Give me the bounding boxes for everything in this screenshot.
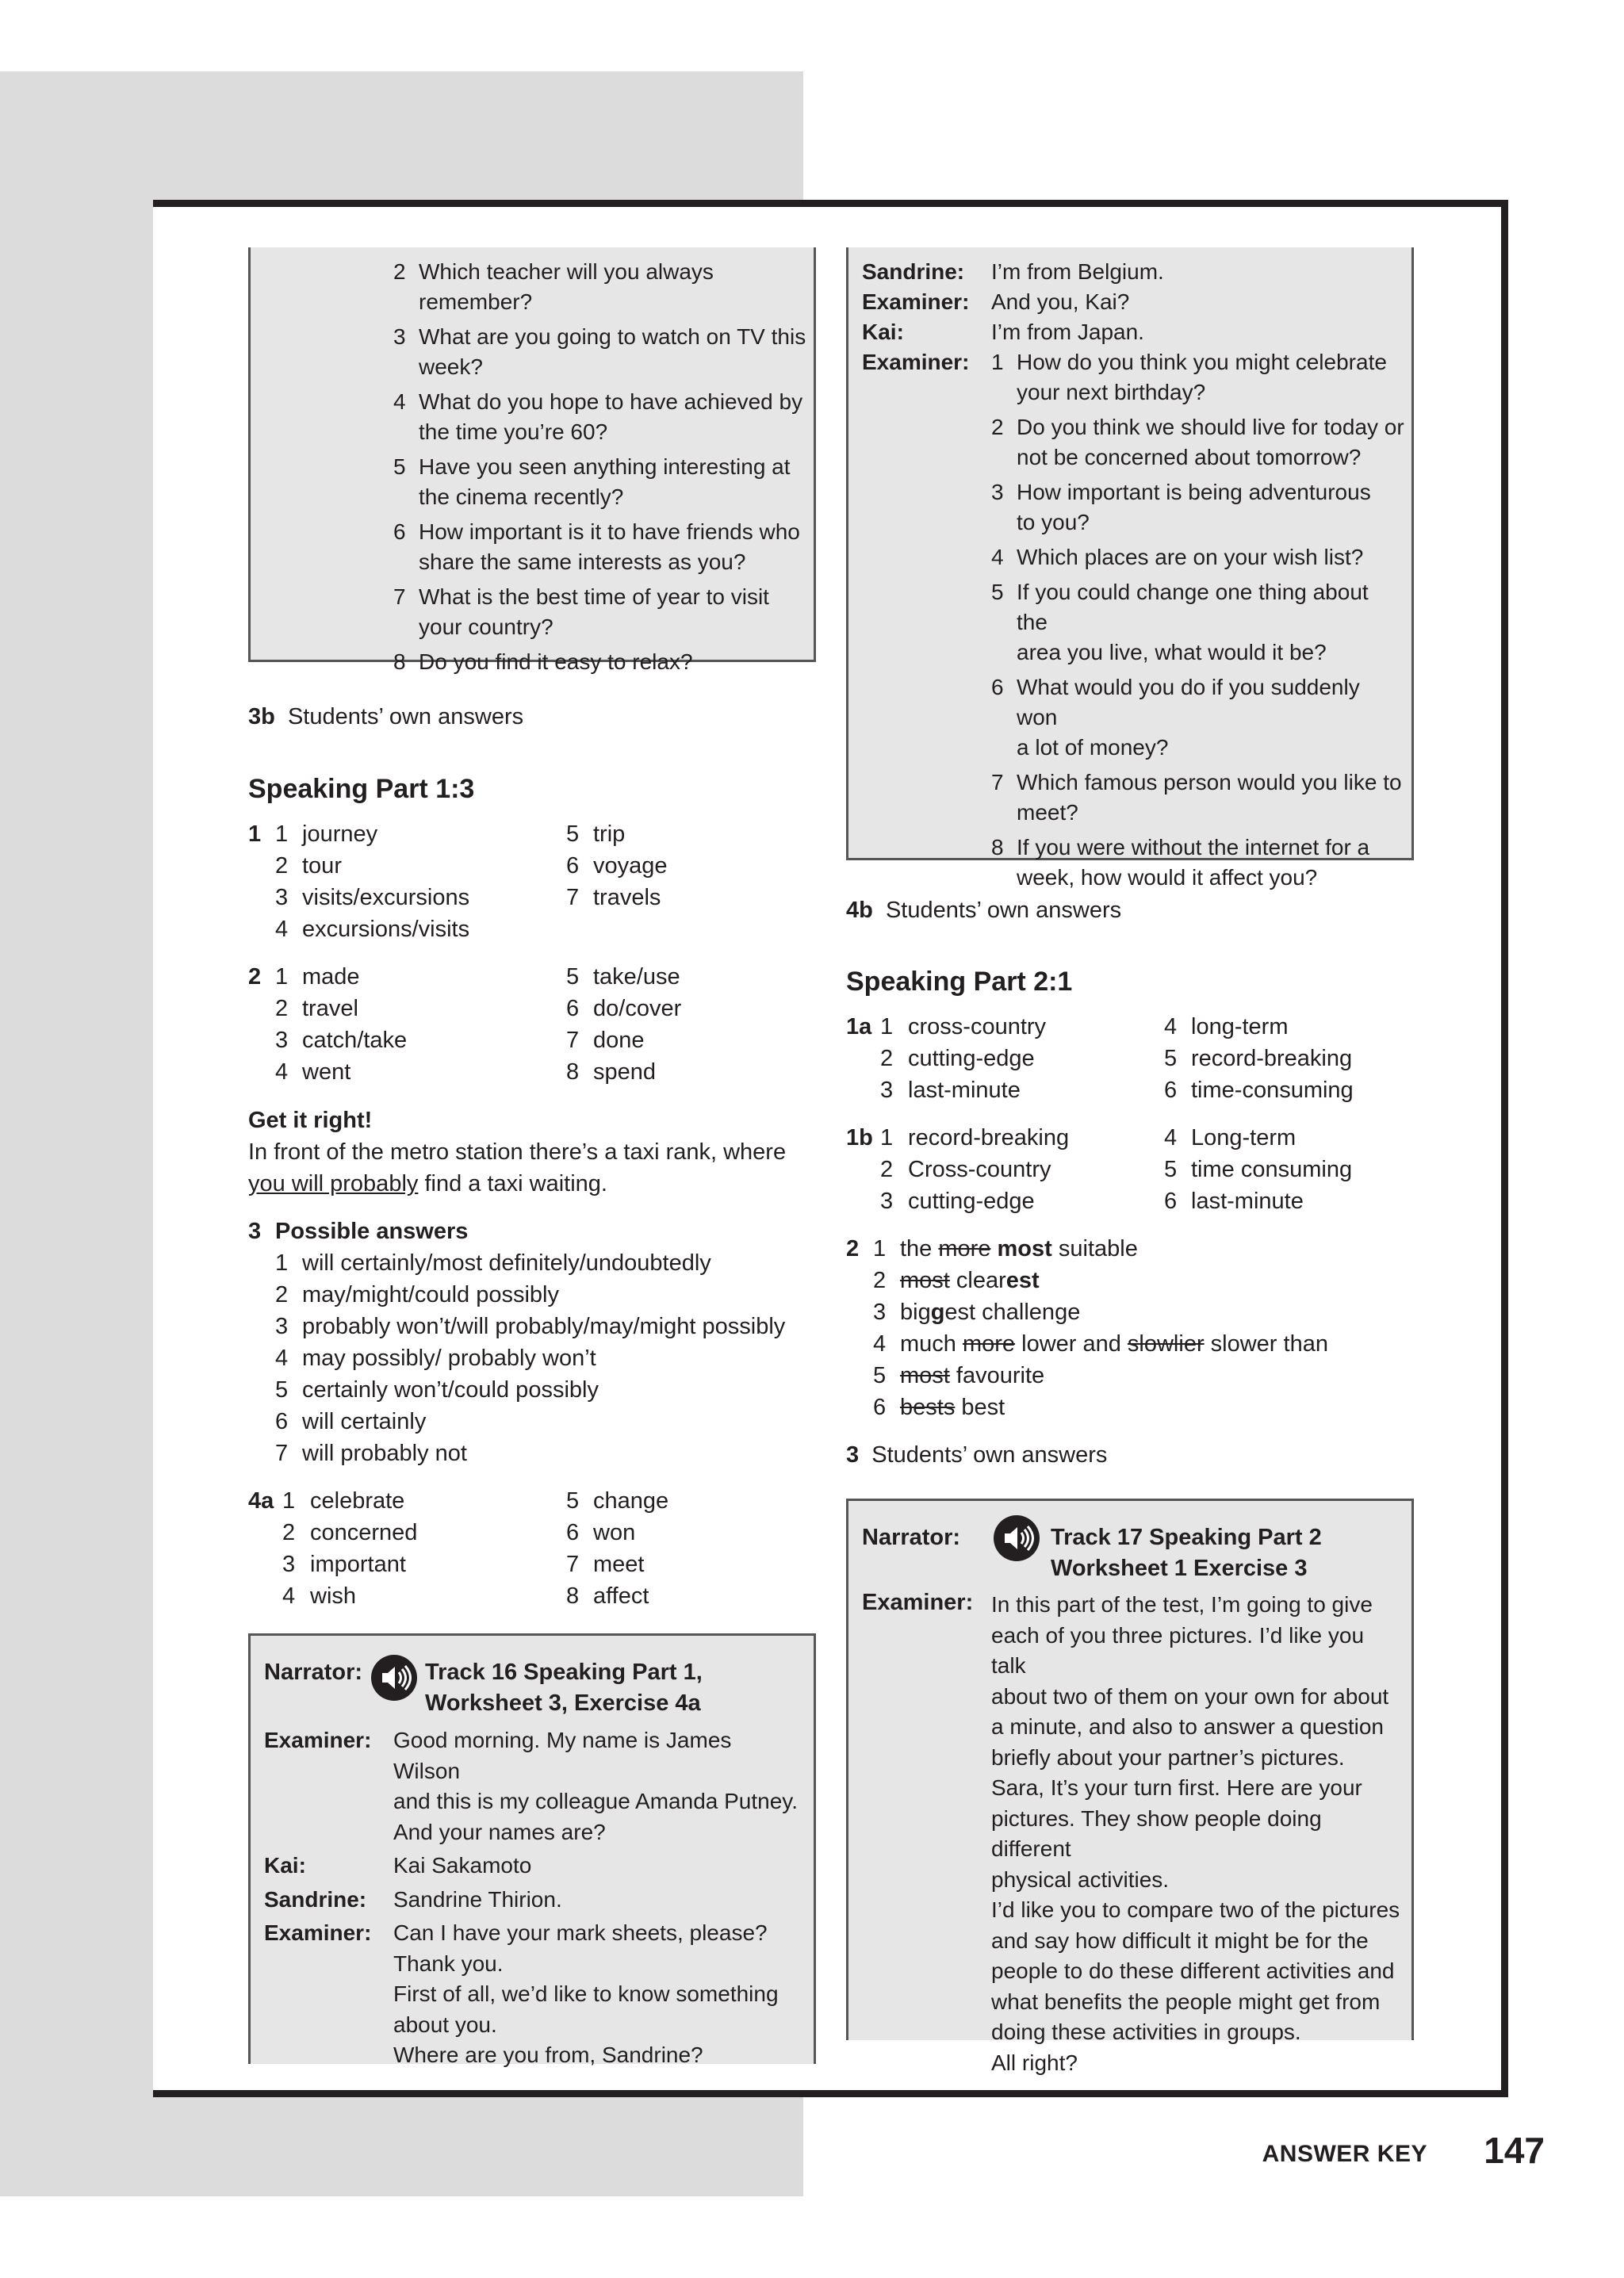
question-number: 4 xyxy=(393,389,406,414)
item-answer: voyage xyxy=(593,853,668,879)
question-text: How important is being adventurous xyxy=(1017,480,1371,504)
question-text: a lot of money? xyxy=(1017,735,1169,760)
speech-line: First of all, we’d like to know something xyxy=(393,1981,779,2006)
item-number: 7 xyxy=(566,1028,580,1053)
item-number: 5 xyxy=(566,1488,580,1514)
item-number: 3 xyxy=(275,885,289,910)
item-number: 1 xyxy=(282,1488,296,1514)
exercise-label: 2 xyxy=(248,964,262,990)
transcript-box-continued xyxy=(846,247,1414,890)
item-number: 4 xyxy=(873,1331,887,1357)
underlined-phrase: you will probably xyxy=(248,1171,419,1196)
speech-line: I’m from Belgium. xyxy=(991,259,1164,284)
item-answer: spend xyxy=(593,1059,657,1085)
question-text: How important is it to have friends who share the same interests as you? xyxy=(419,519,800,574)
speech-line: Sandrine Thirion. xyxy=(393,1886,562,1912)
item-number: 3 xyxy=(282,1552,296,1577)
speaker-label: Examiner: xyxy=(264,1920,372,1945)
narrator-label: Narrator: xyxy=(862,1525,961,1550)
answer-row xyxy=(248,818,803,850)
item-number: 2 xyxy=(282,1520,296,1545)
item-number: 3 xyxy=(880,1189,894,1214)
question-text: week, how would it affect you? xyxy=(1017,865,1318,890)
sp21-exercise-3 xyxy=(846,1439,1107,1471)
question-item xyxy=(393,517,810,577)
track-title-line1: Track 16 Speaking Part 1, xyxy=(425,1660,703,1685)
question-item xyxy=(393,257,810,317)
sp13-exercise-2 xyxy=(248,961,803,1088)
speech-line: Kai Sakamoto xyxy=(393,1853,532,1878)
question-item xyxy=(991,412,1405,473)
item-answer: biggest challenge xyxy=(900,1300,1081,1325)
item-number: 4 xyxy=(275,917,289,942)
question-number: 2 xyxy=(393,259,406,284)
item-number: 1 xyxy=(880,1014,894,1039)
item-number: 1 xyxy=(275,821,289,847)
speech-line: and say how difficult it might be for the xyxy=(991,1928,1369,1953)
item-number: 4 xyxy=(275,1346,289,1371)
speech-line: And your names are? xyxy=(393,1819,606,1844)
item-number: 1 xyxy=(275,964,289,990)
item-answer: probably won’t/will probably/may/might possibly xyxy=(302,1314,786,1339)
transcript-line xyxy=(264,1725,803,1847)
item-answer: Cross-country xyxy=(908,1157,1051,1182)
item-number: 3 xyxy=(880,1078,894,1103)
item-answer: visits/excursions xyxy=(302,885,470,910)
item-answer: much more lower and slowlier slower than xyxy=(900,1331,1328,1357)
item-answer: excursions/visits xyxy=(302,917,470,942)
exercise-label: 4b xyxy=(846,898,873,923)
item-answer: the more most suitable xyxy=(900,1236,1138,1262)
transcript-line xyxy=(862,287,1405,317)
question-number: 6 xyxy=(393,519,406,544)
sp13-exercise-4a xyxy=(248,1485,803,1612)
question-item xyxy=(991,833,1405,893)
item-answer: record-breaking xyxy=(1191,1046,1353,1071)
speaker-label: Sandrine: xyxy=(264,1886,367,1912)
item-number: 5 xyxy=(873,1363,887,1388)
exercise-label: 1b xyxy=(846,1125,873,1150)
item-number: 1 xyxy=(873,1236,887,1262)
question-text: Do you find it easy to relax? xyxy=(419,649,693,674)
answer-row xyxy=(248,1549,803,1580)
speech-line: and this is my colleague Amanda Putney. xyxy=(393,1789,799,1813)
speech-line: Sara, It’s your turn first. Here are your xyxy=(991,1775,1362,1800)
item-number: 5 xyxy=(1164,1157,1178,1182)
exercise-label: 4a xyxy=(248,1488,274,1514)
exercise-label: 1a xyxy=(846,1014,872,1039)
item-answer: cutting-edge xyxy=(908,1046,1035,1071)
sp21-exercise-1a xyxy=(846,1011,1401,1106)
speech-line: I’d like you to compare two of the pictures xyxy=(991,1897,1400,1922)
answer-row xyxy=(846,1122,1401,1154)
exercise-heading: Possible answers xyxy=(275,1219,469,1244)
item-answer: affect xyxy=(593,1583,649,1609)
question-text: What would you do if you suddenly won xyxy=(1017,675,1360,729)
answer-row xyxy=(248,882,803,913)
speaker-glyph xyxy=(994,1515,1040,1561)
question-text: not be concerned about tomorrow? xyxy=(1017,445,1362,469)
transcript-lines xyxy=(264,1725,803,2074)
answer-row xyxy=(248,1342,819,1374)
speaker-glyph xyxy=(371,1655,417,1701)
question-item xyxy=(393,647,810,677)
item-answer: catch/take xyxy=(302,1028,408,1053)
answer-row xyxy=(248,1311,819,1342)
item-answer: most clearest xyxy=(900,1268,1040,1293)
track-title-line1: Track 17 Speaking Part 2 xyxy=(1051,1525,1322,1550)
get-it-right-heading: Get it right! xyxy=(248,1108,373,1133)
item-number: 7 xyxy=(566,885,580,910)
item-number: 3 xyxy=(275,1028,289,1053)
item-answer: do/cover xyxy=(593,996,682,1021)
speaker-label: Examiner: xyxy=(264,1728,372,1752)
answer-text: Students’ own answers xyxy=(871,1442,1108,1468)
item-number: 2 xyxy=(880,1046,894,1071)
line2-rest: find a taxi waiting. xyxy=(418,1171,607,1196)
item-answer: done xyxy=(593,1028,645,1053)
examiner-questions xyxy=(862,347,1405,893)
item-number: 8 xyxy=(566,1059,580,1085)
speech-line: All right? xyxy=(991,2050,1078,2075)
answer-row xyxy=(248,961,803,993)
speaker-icon[interactable] xyxy=(371,1655,417,1701)
item-number: 4 xyxy=(1164,1125,1178,1150)
answer-row xyxy=(248,1279,819,1311)
transcript-line xyxy=(862,317,1405,347)
transcript-continued-lines xyxy=(862,257,1405,898)
item-answer: last-minute xyxy=(908,1078,1021,1103)
speaker-label: Examiner: xyxy=(862,289,970,314)
question-text: Which famous person would you like to xyxy=(1017,770,1402,794)
item-number: 5 xyxy=(275,1377,289,1403)
answer-row xyxy=(846,1074,1401,1106)
item-answer: made xyxy=(302,964,360,990)
examiner-label: Examiner: xyxy=(862,1590,974,1615)
item-answer: travel xyxy=(302,996,358,1021)
item-number: 6 xyxy=(1164,1189,1178,1214)
item-answer: tour xyxy=(302,853,342,879)
question-item xyxy=(991,768,1405,828)
answer-row xyxy=(248,850,803,882)
item-number: 6 xyxy=(566,996,580,1021)
speech-line: And you, Kai? xyxy=(991,289,1130,314)
speaker-label: Kai: xyxy=(862,320,904,344)
answer-text: Students’ own answers xyxy=(885,898,1122,923)
answer-row xyxy=(846,1154,1401,1185)
question-item xyxy=(991,477,1405,538)
question-number: 8 xyxy=(393,649,406,674)
get-it-right xyxy=(248,1105,819,1200)
question-text: meet? xyxy=(1017,800,1078,825)
item-answer: Long-term xyxy=(1191,1125,1297,1150)
answer-row xyxy=(248,913,803,945)
answer-row xyxy=(248,1406,819,1438)
item-number: 1 xyxy=(880,1125,894,1150)
item-number: 2 xyxy=(275,996,289,1021)
item-number: 8 xyxy=(566,1583,580,1609)
item-answer: cross-country xyxy=(908,1014,1047,1039)
item-number: 6 xyxy=(1164,1078,1178,1103)
item-answer: wish xyxy=(310,1583,357,1609)
question-text: Which places are on your wish list? xyxy=(1017,545,1364,569)
item-number: 2 xyxy=(873,1268,887,1293)
exercise-label: 3 xyxy=(248,1219,262,1244)
item-answer: most favourite xyxy=(900,1363,1045,1388)
answer-row xyxy=(248,1024,803,1056)
item-number: 7 xyxy=(566,1552,580,1577)
item-answer: take/use xyxy=(593,964,680,990)
question-box-left xyxy=(248,247,816,674)
examiner-speech xyxy=(991,1590,1404,2078)
item-answer: cutting-edge xyxy=(908,1189,1035,1214)
speech-line: what benefits the people might get from xyxy=(991,1989,1381,2014)
speaker-label: Examiner: xyxy=(862,350,970,374)
item-answer: will certainly xyxy=(302,1409,427,1434)
question-item xyxy=(393,582,810,642)
question-list xyxy=(393,257,810,682)
speech-line: Where are you from, Sandrine? xyxy=(393,2043,703,2067)
speech-line: people to do these different activities and xyxy=(991,1958,1395,1983)
answer-row xyxy=(248,1374,819,1406)
answer-row xyxy=(248,1247,819,1279)
speaker-label: Kai: xyxy=(264,1853,306,1878)
sp13-exercise-3 xyxy=(248,1216,819,1469)
item-number: 5 xyxy=(566,964,580,990)
item-answer: may possibly/ probably won’t xyxy=(302,1346,596,1371)
question-text: What do you hope to have achieved by the time you’re 60? xyxy=(419,389,803,444)
item-number: 5 xyxy=(566,821,580,847)
item-number: 4 xyxy=(275,1059,289,1085)
question-number: 1 xyxy=(991,350,1004,374)
question-text: If you could change one thing about the xyxy=(1017,580,1369,634)
item-answer: record-breaking xyxy=(908,1125,1070,1150)
item-answer: will probably not xyxy=(302,1441,467,1466)
item-number: 6 xyxy=(275,1409,289,1434)
track-title-line2: Worksheet 1 Exercise 3 xyxy=(1051,1556,1308,1581)
question-number: 3 xyxy=(991,480,1004,504)
speech-line: physical activities. xyxy=(991,1866,1170,1892)
question-text: your next birthday? xyxy=(1017,380,1206,404)
track-title-line2: Worksheet 3, Exercise 4a xyxy=(425,1690,701,1716)
item-answer: may/might/could possibly xyxy=(302,1282,559,1307)
answer-row xyxy=(248,1056,803,1088)
transcript-line xyxy=(862,257,1405,287)
answer-row xyxy=(846,1043,1401,1074)
question-text: area you live, what would it be? xyxy=(1017,640,1327,664)
item-answer: bests best xyxy=(900,1395,1005,1420)
item-answer: won xyxy=(593,1520,636,1545)
question-number: 2 xyxy=(991,415,1004,439)
page-number: 147 xyxy=(1484,2130,1545,2171)
exercise-label: 1 xyxy=(248,821,262,847)
question-item xyxy=(393,387,810,447)
exercise-heading-row xyxy=(248,1216,819,1247)
item-number: 2 xyxy=(275,853,289,879)
speech-line: briefly about your partner’s pictures. xyxy=(991,1744,1345,1770)
item-number: 6 xyxy=(873,1395,887,1420)
speech-line: In this part of the test, I’m going to give xyxy=(991,1592,1373,1617)
question-text: What are you going to watch on TV this week? xyxy=(419,324,806,379)
footer-section-label: ANSWER KEY xyxy=(1262,2141,1427,2167)
answer-text: Students’ own answers xyxy=(287,704,524,729)
question-number: 6 xyxy=(991,675,1004,699)
question-item xyxy=(991,672,1405,763)
item-answer: certainly won’t/could possibly xyxy=(302,1377,599,1403)
item-answer: journey xyxy=(302,821,378,847)
answer-row xyxy=(846,1185,1401,1217)
item-number: 2 xyxy=(880,1157,894,1182)
answer-row xyxy=(248,1580,803,1612)
question-number: 8 xyxy=(991,835,1004,860)
speech-line: Thank you. xyxy=(393,1951,504,1976)
item-number: 5 xyxy=(1164,1046,1178,1071)
item-answer: change xyxy=(593,1488,669,1514)
item-answer: time consuming xyxy=(1191,1157,1353,1182)
item-answer: last-minute xyxy=(1191,1189,1304,1214)
transcript-line xyxy=(264,1885,803,1916)
answer-row xyxy=(846,1011,1401,1043)
item-answer: meet xyxy=(593,1552,645,1577)
item-number: 3 xyxy=(873,1300,887,1325)
question-text: Do you think we should live for today or xyxy=(1017,415,1404,439)
get-it-right-line1: In front of the metro station there’s a taxi rank, where xyxy=(248,1139,787,1165)
speaker-icon[interactable] xyxy=(994,1515,1040,1561)
get-it-right-line2 xyxy=(248,1168,819,1200)
transcript-box-track17 xyxy=(846,1499,1414,2075)
question-text: Have you seen anything interesting at the cinema recently? xyxy=(419,454,791,509)
question-number: 5 xyxy=(991,580,1004,604)
section-heading-sp13: Speaking Part 1:3 xyxy=(248,774,475,804)
answer-row xyxy=(248,1485,803,1517)
item-number: 6 xyxy=(566,1520,580,1545)
item-answer: travels xyxy=(593,885,661,910)
question-text: If you were without the internet for a xyxy=(1017,835,1370,860)
sp21-exercise-1b xyxy=(846,1122,1401,1217)
question-number: 7 xyxy=(991,770,1004,794)
exercise-label: 2 xyxy=(846,1236,860,1262)
item-answer: celebrate xyxy=(310,1488,405,1514)
exercise-label: 3b xyxy=(248,704,275,729)
speech-line: about two of them on your own for about xyxy=(991,1683,1389,1709)
item-number: 7 xyxy=(275,1441,289,1466)
transcript-line xyxy=(264,1851,803,1882)
question-item xyxy=(991,542,1405,572)
speech-line: a minute, and also to answer a question xyxy=(991,1714,1384,1739)
question-item xyxy=(393,322,810,382)
item-answer: time-consuming xyxy=(1191,1078,1354,1103)
answer-row xyxy=(248,993,803,1024)
transcript-line xyxy=(264,1918,803,2071)
answer-row xyxy=(248,1517,803,1549)
exercise-3b xyxy=(248,701,523,733)
speaker-label: Sandrine: xyxy=(862,259,965,284)
item-answer: went xyxy=(302,1059,351,1085)
exercise-4b xyxy=(846,894,1121,926)
question-text: to you? xyxy=(1017,510,1090,534)
speech-line: each of you three pictures. I’d like you talk xyxy=(991,1622,1365,1678)
sp21-exercise-2 xyxy=(846,1233,1401,1423)
speech-line: Can I have your mark sheets, please? xyxy=(393,1920,768,1945)
question-text: What is the best time of year to visit your country? xyxy=(419,584,769,639)
question-text: How do you think you might celebrate xyxy=(1017,350,1387,374)
narrator-label: Narrator: xyxy=(264,1660,363,1685)
item-answer: long-term xyxy=(1191,1014,1289,1039)
speech-line: about you. xyxy=(393,2012,497,2037)
answer-row xyxy=(248,1438,819,1469)
transcript-box-track16 xyxy=(248,1633,816,2067)
item-answer: trip xyxy=(593,821,626,847)
item-number: 4 xyxy=(282,1583,296,1609)
speech-line: I’m from Japan. xyxy=(991,320,1144,344)
speech-line: doing these activities in groups. xyxy=(991,2020,1301,2044)
item-number: 4 xyxy=(1164,1014,1178,1039)
item-answer: important xyxy=(310,1552,406,1577)
exercise-label: 3 xyxy=(846,1442,860,1468)
question-number: 4 xyxy=(991,545,1004,569)
speech-line: pictures. They show people doing different xyxy=(991,1805,1322,1861)
item-number: 6 xyxy=(566,853,580,879)
question-number: 7 xyxy=(393,584,406,609)
question-text: Which teacher will you always remember? xyxy=(419,259,714,314)
question-number: 3 xyxy=(393,324,406,349)
question-item xyxy=(991,577,1405,668)
item-number: 1 xyxy=(275,1250,289,1276)
question-item xyxy=(393,452,810,512)
item-number: 2 xyxy=(275,1282,289,1307)
item-answer: concerned xyxy=(310,1520,418,1545)
sp13-exercise-1 xyxy=(248,818,803,945)
item-answer: will certainly/most definitely/undoubtedly xyxy=(302,1250,711,1276)
section-heading-sp21: Speaking Part 2:1 xyxy=(846,967,1073,997)
item-number: 3 xyxy=(275,1314,289,1339)
question-number: 5 xyxy=(393,454,406,479)
speech-line: Good morning. My name is James Wilson xyxy=(393,1728,732,1783)
question-item xyxy=(991,347,1405,408)
